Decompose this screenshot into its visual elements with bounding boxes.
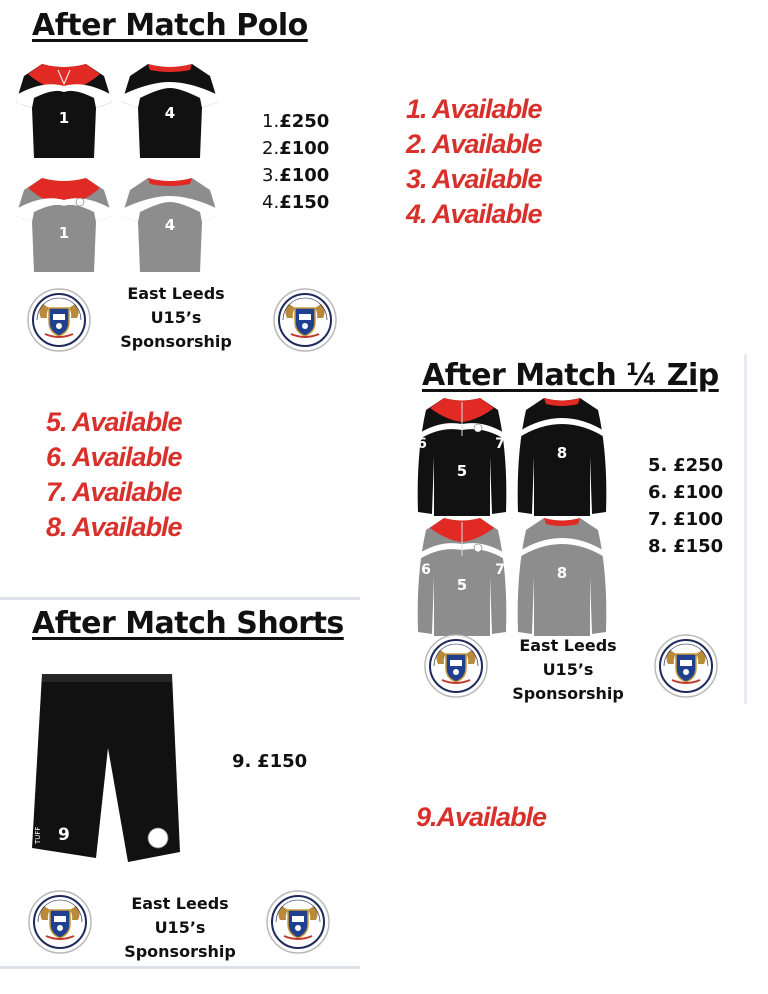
zip-availability-list — [46, 405, 182, 545]
polo-black-front-image — [14, 58, 114, 168]
availability-item: 4. Available — [406, 199, 542, 229]
availability-item: 9.Available — [416, 802, 547, 832]
polo-price-list — [262, 108, 329, 216]
zip-panel-divider — [744, 354, 747, 704]
price-item: 8. £150 — [648, 536, 724, 557]
zip-grey-front-image — [412, 514, 512, 638]
zip-number-right-sleeve: 7 — [495, 436, 505, 452]
availability-item: 1. Available — [406, 94, 542, 124]
polo-section-title: After Match Polo — [32, 8, 308, 43]
zip-black-back-image — [512, 394, 612, 518]
price-item: 5. £250 — [648, 455, 724, 476]
polo-number-right-sleeve: 3 — [100, 91, 110, 107]
polo-grey-front-image — [14, 172, 114, 282]
shorts-image — [22, 668, 182, 868]
zip-number-back: 8 — [556, 444, 568, 462]
availability-item: 6. Available — [46, 442, 182, 472]
availability-item: 7. Available — [46, 477, 182, 507]
price-item: 3.£100 — [262, 165, 330, 186]
zip-price-list — [648, 452, 723, 560]
zip-grey-back-image — [512, 514, 612, 638]
polo-sponsorship-label: East Leeds U15’s Sponsorship — [120, 284, 232, 351]
zip-number-front: 5 — [456, 462, 468, 480]
shorts-number: 9 — [58, 825, 70, 845]
price-item: 4.£150 — [262, 192, 330, 213]
polo-availability-list — [406, 92, 542, 232]
price-item: 7. £100 — [648, 509, 724, 530]
availability-item: 8. Available — [46, 512, 182, 542]
shorts-panel-bottom-divider — [0, 966, 360, 969]
polo-black-back-image — [120, 58, 220, 168]
shorts-price-list — [232, 748, 307, 775]
club-crest-icon — [28, 890, 92, 954]
polo-grey-back-image — [120, 172, 220, 282]
shorts-availability-list — [416, 800, 546, 835]
price-item: 2.£100 — [262, 138, 330, 159]
club-crest-icon — [654, 634, 718, 698]
zip-sponsorship-label: East Leeds U15’s Sponsorship — [512, 636, 624, 703]
polo-number-left-sleeve: 2 — [17, 92, 27, 108]
availability-item: 5. Available — [46, 407, 182, 437]
availability-item: 2. Available — [406, 129, 542, 159]
zip-number-left-sleeve: 6 — [417, 436, 427, 452]
polo-grey-number-back: 4 — [164, 216, 176, 234]
club-crest-icon — [266, 890, 330, 954]
club-crest-icon — [424, 634, 488, 698]
club-crest-icon — [27, 288, 91, 352]
polo-number-front: 1 — [58, 109, 70, 127]
zip-grey-number-front: 5 — [456, 576, 468, 594]
polo-number-back: 4 — [164, 104, 176, 122]
zip-section-title: After Match ¼ Zip — [422, 358, 719, 393]
zip-grey-number-right-sleeve: 7 — [495, 562, 505, 578]
shorts-section-title: After Match Shorts — [32, 606, 344, 641]
polo-grey-number-left-sleeve: 2 — [17, 206, 27, 222]
polo-grey-number-right-sleeve: 3 — [100, 205, 110, 221]
zip-grey-number-left-sleeve: 6 — [421, 562, 431, 578]
zip-grey-number-back: 8 — [556, 564, 568, 582]
shorts-brand-label: TUFF — [34, 826, 42, 844]
price-item: 1.£250 — [262, 111, 330, 132]
price-item: 6. £100 — [648, 482, 724, 503]
shorts-panel-top-divider — [0, 597, 360, 600]
zip-black-front-image — [412, 394, 512, 518]
shorts-sponsorship-label: East Leeds U15’s Sponsorship — [124, 894, 236, 961]
club-crest-icon — [273, 288, 337, 352]
polo-grey-number-front: 1 — [58, 224, 70, 242]
price-item: 9. £150 — [232, 751, 308, 772]
availability-item: 3. Available — [406, 164, 542, 194]
